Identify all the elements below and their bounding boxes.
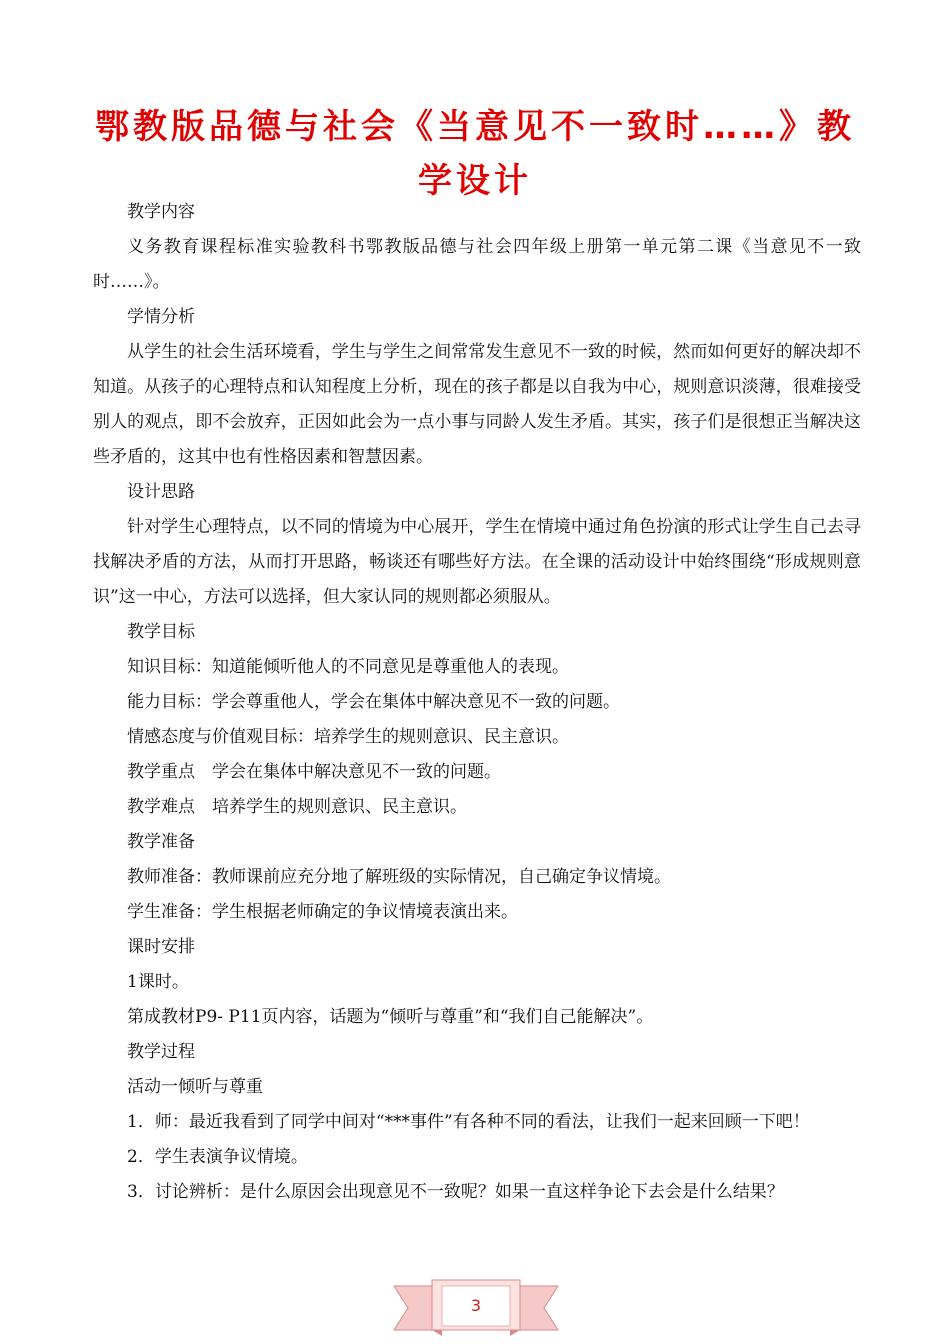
goal-knowledge: 知识目标：知道能倾听他人的不同意见是尊重他人的表现。 <box>127 657 569 677</box>
process-step-2: 2．学生表演争议情境。 <box>127 1147 308 1167</box>
goal-ability: 能力目标：学会尊重他人，学会在集体中解决意见不一致的问题。 <box>127 692 620 712</box>
schedule-hours: 1课时。 <box>127 972 189 992</box>
section-heading-content: 教学内容 <box>127 202 195 222</box>
paragraph-analysis: 从学生的社会生活环境看，学生与学生之间常常发生意见不一致的时候，然而如何更好的解决却不知道。从孩子的心理特点和认知程度上分析，现在的孩子都是以自我为中心，规则意识淡薄，很难接受别人的观点，即不会放弃，正因如此会为一点小事与同龄人发生矛盾。其实，孩子们是很想正当解决这些矛盾的，这其中也有性格因素和智慧因素。 <box>93 342 861 467</box>
page-number-ribbon <box>392 1272 560 1336</box>
process-step-1: 1．师：最近我看到了同学中间对“***事件”有各种不同的看法，让我们一起来回顾一下吧！ <box>127 1112 810 1132</box>
process-step-3: 3．讨论辨析：是什么原因会出现意见不一致呢？如果一直这样争论下去会是什么结果？ <box>127 1182 784 1202</box>
section-heading-design: 设计思路 <box>127 482 195 502</box>
section-heading-process: 教学过程 <box>127 1042 195 1062</box>
document-title: 鄂教版品德与社会《当意见不一致时……》教学设计 <box>95 107 855 201</box>
page-number: 3 <box>470 1296 482 1315</box>
section-heading-preparation: 教学准备 <box>127 832 195 852</box>
goal-attitude: 情感态度与价值观目标：培养学生的规则意识、民主意识。 <box>127 727 569 747</box>
teaching-focus: 教学重点 学会在集体中解决意见不一致的问题。 <box>127 762 501 782</box>
paragraph-design: 针对学生心理特点，以不同的情境为中心展开，学生在情境中通过角色扮演的形式让学生自己去寻找解决矛盾的方法，从而打开思路，畅谈还有哪些好方法。在全课的活动设计中始终围绕“形成规则意识”这一中心，方法可以选择，但大家认同的规则都必须服从。 <box>93 517 861 607</box>
schedule-content: 第成教材P9- P11页内容，话题为“倾听与尊重”和“我们自己能解决”。 <box>127 1007 654 1027</box>
student-preparation: 学生准备：学生根据老师确定的争议情境表演出来。 <box>127 902 518 922</box>
teaching-difficulty: 教学难点 培养学生的规则意识、民主意识。 <box>127 797 467 817</box>
teacher-preparation: 教师准备：教师课前应充分地了解班级的实际情况，自己确定争议情境。 <box>127 867 671 887</box>
paragraph-content: 义务教育课程标准实验教科书鄂教版品德与社会四年级上册第一单元第二课《当意见不一致时……》。 <box>93 237 861 292</box>
section-heading-schedule: 课时安排 <box>127 937 195 957</box>
section-heading-goals: 教学目标 <box>127 622 195 642</box>
document-body <box>93 195 861 1210</box>
activity-one-heading: 活动一倾听与尊重 <box>127 1077 263 1097</box>
section-heading-analysis: 学情分析 <box>127 307 195 327</box>
